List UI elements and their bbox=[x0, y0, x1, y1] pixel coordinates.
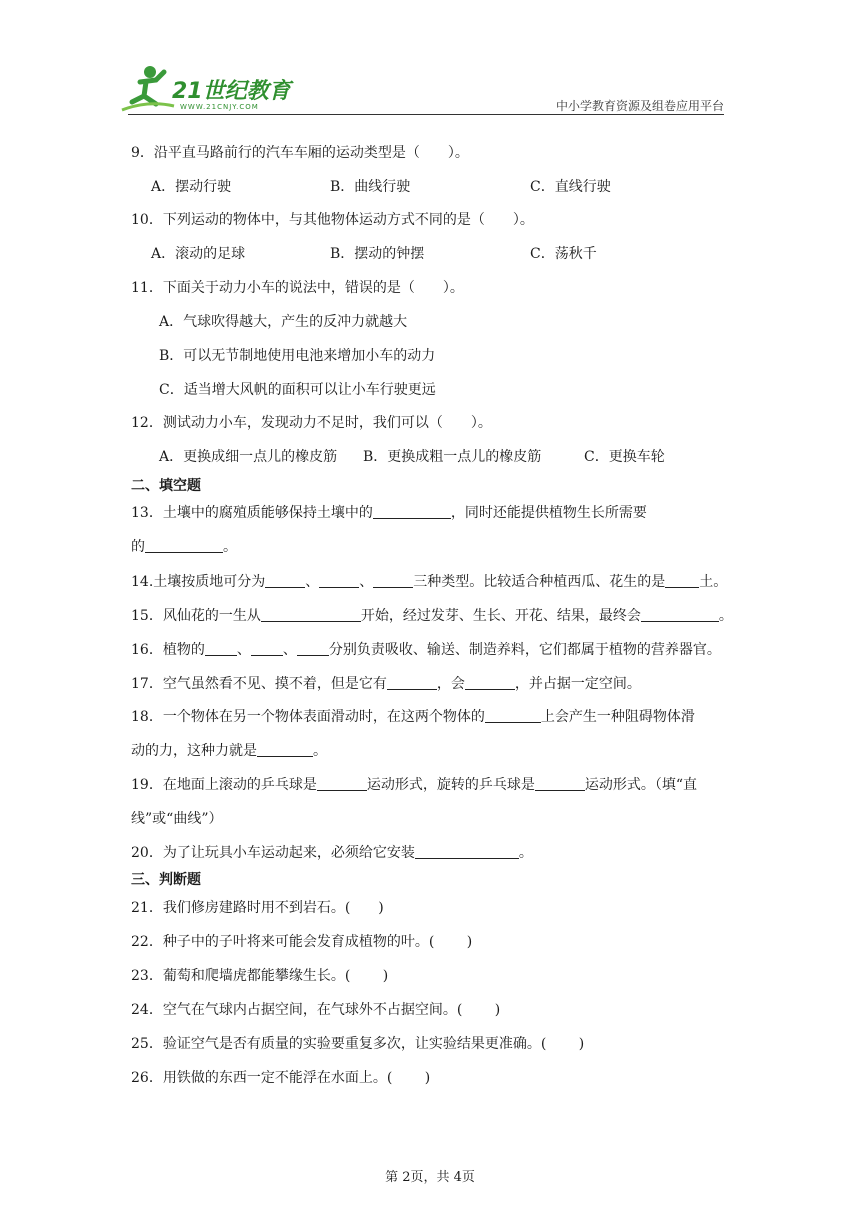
question-18-cont: 动的力，这种力就是 。 bbox=[131, 743, 327, 759]
judge-item: 25．验证空气是否有质量的实验要重复多次，让实验结果更准确。( ) bbox=[131, 1036, 585, 1052]
answer-blank bbox=[641, 607, 719, 622]
answer-blank bbox=[297, 641, 329, 656]
judge-item: 24．空气在气球内占据空间，在气球外不占据空间。( ) bbox=[131, 1002, 501, 1018]
judge-item: 26．用铁做的东西一定不能浮在水面上。( ) bbox=[131, 1070, 431, 1086]
answer-blank bbox=[261, 607, 361, 622]
option-a: A．滚动的足球 bbox=[151, 246, 246, 262]
option-b: B．可以无节制地使用电池来增加小车的动力 bbox=[159, 348, 436, 364]
answer-blank bbox=[485, 708, 541, 723]
answer-blank bbox=[205, 641, 237, 656]
option-b: B．更换成粗一点儿的橡皮筋 bbox=[363, 449, 542, 465]
question-13-cont: 的 。 bbox=[131, 539, 237, 555]
question-20: 20．为了让玩具小车运动起来，必须给它安装 。 bbox=[131, 845, 533, 861]
runner-icon bbox=[120, 60, 176, 120]
option-b: B．曲线行驶 bbox=[330, 179, 411, 195]
answer-blank bbox=[535, 776, 585, 791]
answer-blank bbox=[251, 641, 283, 656]
question-16: 16．植物的 、 、 分别负责吸收、输送、制造养料，它们都属于植物的营养器官。 bbox=[131, 642, 721, 658]
section-title-fill: 二、填空题 bbox=[131, 478, 201, 494]
header-divider bbox=[128, 114, 724, 115]
answer-blank bbox=[145, 538, 223, 553]
answer-blank bbox=[319, 573, 359, 588]
answer-blank bbox=[387, 675, 437, 690]
answer-blank bbox=[317, 776, 367, 791]
logo-text: 21世纪教育 bbox=[172, 79, 291, 104]
option-b: B．摆动的钟摆 bbox=[330, 246, 425, 262]
option-c: C．直线行驶 bbox=[530, 179, 611, 195]
option-c: C．更换车轮 bbox=[584, 449, 665, 465]
answer-blank bbox=[257, 742, 313, 757]
question-18: 18．一个物体在另一个物体表面滑动时，在这两个物体的 上会产生一种阻碍物体滑 bbox=[131, 709, 695, 725]
answer-blank bbox=[373, 573, 413, 588]
page-number: 第 2页，共 4页 bbox=[385, 1170, 475, 1185]
question-15: 15．风仙花的一生从 开始，经过发芽、生长、开花、结果，最终会 。 bbox=[131, 608, 733, 624]
question-11: 11．下面关于动力小车的说法中，错误的是（ ）。 bbox=[131, 280, 464, 296]
question-17: 17．空气虽然看不见、摸不着，但是它有 ，会 ，并占据一定空间。 bbox=[131, 676, 641, 692]
answer-blank bbox=[265, 573, 305, 588]
site-logo bbox=[120, 60, 300, 122]
question-10: 10．下列运动的物体中，与其他物体运动方式不同的是（ ）。 bbox=[131, 212, 534, 228]
option-c: C．适当增大风帆的面积可以让小车行驶更远 bbox=[159, 382, 436, 398]
judge-item: 21．我们修房建路时用不到岩石。( ) bbox=[131, 900, 384, 916]
question-12: 12．测试动力小车，发现动力不足时，我们可以（ ）。 bbox=[131, 415, 492, 431]
answer-blank bbox=[415, 844, 519, 859]
option-a: A．更换成细一点儿的橡皮筋 bbox=[159, 449, 338, 465]
judge-item: 23．葡萄和爬墙虎都能攀缘生长。( ) bbox=[131, 968, 389, 984]
section-title-judge: 三、判断题 bbox=[131, 872, 201, 888]
page-header bbox=[0, 0, 860, 120]
logo-url: WWW.21CNJY.COM bbox=[180, 103, 259, 111]
judge-item: 22．种子中的子叶将来可能会发育成植物的叶。( ) bbox=[131, 934, 473, 950]
question-19: 19．在地面上滚动的乒乓球是 运动形式，旋转的乒乓球是 运动形式。（填“直 bbox=[131, 777, 697, 793]
question-9: 9．沿平直马路前行的汽车车厢的运动类型是（ ）。 bbox=[131, 145, 469, 161]
answer-blank bbox=[465, 675, 515, 690]
answer-blank bbox=[665, 573, 699, 588]
platform-name: 中小学教育资源及组卷应用平台 bbox=[555, 99, 724, 113]
option-c: C．荡秋千 bbox=[530, 246, 597, 262]
question-13: 13．土壤中的腐殖质能够保持土壤中的 ，同时还能提供植物生长所需要 bbox=[131, 505, 647, 521]
question-14: 14.土壤按质地可分为 、 、 三种类型。比较适合种植西瓜、花生的是 土。 bbox=[131, 574, 728, 590]
option-a: A．气球吹得越大，产生的反冲力就越大 bbox=[159, 314, 408, 330]
answer-blank bbox=[373, 504, 451, 519]
option-a: A．摆动行驶 bbox=[151, 179, 232, 195]
question-19-cont: 线”或“曲线”） bbox=[131, 811, 223, 827]
